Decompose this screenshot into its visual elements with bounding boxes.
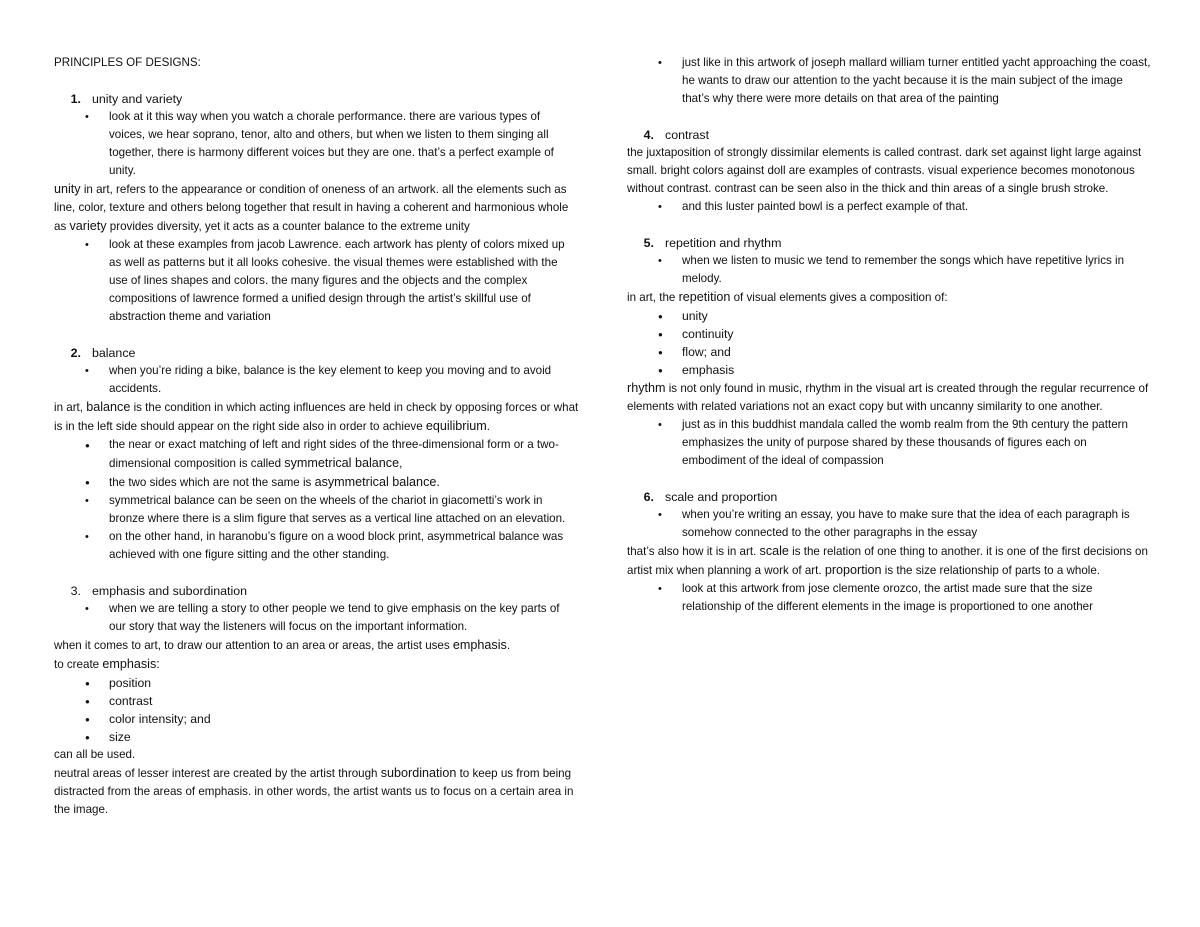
section-title: repetition and rhythm <box>665 236 782 250</box>
text-run: neutral areas of lesser interest are created by the artist through <box>54 767 381 780</box>
section-heading-unity-variety <box>54 90 579 108</box>
keyword: emphasis <box>452 638 507 652</box>
paragraph: the juxtaposition of strongly dissimilar elements is called contrast. dark set against light large against small. bright colors against doll are examples of contrasts. visual experience becomes monotonous without contrast. contrast can be seen also in the thick and thin areas of a single brush stroke. <box>627 146 1142 195</box>
keyword: equilibrium <box>425 419 487 433</box>
section-title: unity and variety <box>92 92 183 106</box>
section-number: 1. <box>70 92 81 106</box>
section-heading-scale-proportion <box>627 488 1152 506</box>
list-item: • when you’re writing an essay, you have to make sure that the idea of each paragraph is somehow connected to the other paragraphs in the essay <box>627 506 1152 542</box>
bullet-list <box>54 362 579 398</box>
section-title: balance <box>92 346 136 360</box>
text-run: that’s also how it is in art. <box>627 545 760 558</box>
list-item: • when we listen to music we tend to remember the songs which have repetitive lyrics in melody. <box>627 252 1152 288</box>
text-run: is the size relationship of parts to a whole. <box>881 564 1101 577</box>
paragraph <box>54 636 579 655</box>
bullet-list <box>54 108 579 180</box>
list-item <box>54 473 579 492</box>
list-item: ● flow; and <box>627 343 1152 361</box>
paragraph <box>54 398 579 436</box>
text-run: in art, <box>54 401 87 414</box>
paragraph <box>54 655 579 674</box>
text-run: in art, refers to the appearance or condition of oneness of an artwork. all the elements such as line, color, texture and others belong together that result in having a coherent and harmonious whole as <box>54 183 569 233</box>
list-item: • look at this artwork from jose clemente orozco, the artist made sure that the size relationship of the different elements in the image is proportioned to one another <box>627 580 1152 616</box>
text-run: is the condition in which acting influences are held in check by opposing forces or what is in the left side should appear on the right side also in order to achieve <box>54 401 579 433</box>
text-run: . <box>486 420 491 433</box>
keyword: rhythm <box>627 381 666 395</box>
bullet-list <box>627 506 1152 542</box>
bullet-list <box>627 198 1152 216</box>
paragraph <box>54 180 579 236</box>
list-item: ● position <box>54 674 579 692</box>
section-heading-repetition-rhythm <box>627 234 1152 252</box>
list-item: ● unity <box>627 307 1152 325</box>
list-item: ● continuity <box>627 325 1152 343</box>
list-item: • just like in this artwork of joseph mallard william turner entitled yacht approaching the coast, he wants to draw our attention to the yacht because it is the main subject of the image that’s why there were more details on that area of the painting <box>627 54 1152 108</box>
list-item: • symmetrical balance can be seen on the wheels of the chariot in giacometti’s work in bronze where there is a slim figure that serves as a vertical line attached on an elevation. <box>54 492 579 528</box>
left-column <box>54 54 579 819</box>
list-item: • look at it this way when you watch a chorale performance. there are various types of voices, we hear soprano, tenor, alto and others, but when we listen to them singing all together, there is harmony different voices but they are one. that’s a perfect example of unity. <box>54 108 579 180</box>
text-run: to keep us from being distracted from the areas of emphasis. in other words, the artist wants us to focus on a certain area in the image. <box>54 767 574 816</box>
text-run: the near or exact matching of left and right sides of the three-dimensional form or a two-dimensional composition is called <box>109 438 559 470</box>
text-run: is the relation of one thing to another. it is one of the first decisions on artist mix when planning a work of art. <box>627 545 1148 577</box>
list-item: • and this luster painted bowl is a perfect example of that. <box>627 198 1152 216</box>
bullet-list <box>627 252 1152 288</box>
bullet-list <box>627 580 1152 616</box>
bullet-list <box>627 416 1152 470</box>
list-item: • look at these examples from jacob Lawrence. each artwork has plenty of colors mixed up as well as patterns but it all looks cohesive. the visual themes were established with the use of lines shapes and colors. the many figures and the objects and the complex compositions of lawrence formed a unified design through the artist’s skillful use of abstraction theme and variation <box>54 236 579 326</box>
section-number: 4. <box>643 128 654 142</box>
keyword: subordination <box>380 766 457 780</box>
list-item: • when you’re riding a bike, balance is the key element to keep you moving and to avoid accidents. <box>54 362 579 398</box>
section-title: emphasis and subordination <box>92 584 247 598</box>
paragraph <box>54 764 579 819</box>
right-column <box>627 54 1152 616</box>
paragraph <box>627 379 1152 416</box>
section-number: 5. <box>643 236 654 250</box>
text-run: the two sides which are not the same is <box>109 476 315 489</box>
keyword: proportion <box>824 563 882 577</box>
keyword: symmetrical balance <box>284 456 400 470</box>
list-item: ● size <box>54 728 579 746</box>
document-title: PRINCIPLES OF DESIGNS: <box>54 56 201 69</box>
list-item <box>54 436 579 473</box>
section-heading-balance <box>54 344 579 362</box>
section-title: contrast <box>665 128 710 142</box>
list-item: ● contrast <box>54 692 579 710</box>
text-run: , <box>399 457 403 470</box>
section-title: scale and proportion <box>665 490 778 504</box>
section-heading-contrast <box>627 126 1152 144</box>
keyword: balance <box>86 400 131 414</box>
list-item: ● color intensity; and <box>54 710 579 728</box>
text-run: in art, the <box>627 291 679 304</box>
text-run: to create <box>54 658 103 671</box>
text-run: of visual elements gives a composition of: <box>730 291 948 304</box>
keyword: scale <box>759 544 789 558</box>
keyword: emphasis: <box>102 657 160 671</box>
bullet-list <box>54 600 579 636</box>
keyword: asymmetrical balance. <box>314 475 440 489</box>
paragraph: can all be used. <box>54 748 136 761</box>
list-item: ● emphasis <box>627 361 1152 379</box>
bullet-list <box>627 307 1152 379</box>
bullet-list <box>54 492 579 564</box>
list-item: • on the other hand, in haranobu’s figure on a wood block print, asymmetrical balance was achieved with one figure sitting and the other standing. <box>54 528 579 564</box>
list-item: • when we are telling a story to other people we tend to give emphasis on the key parts of our story that way the listeners will focus on the important information. <box>54 600 579 636</box>
paragraph <box>627 288 1152 307</box>
section-number: 6. <box>643 490 654 504</box>
keyword: variety <box>69 219 107 233</box>
bullet-list <box>54 674 579 746</box>
text-run: provides diversity, yet it acts as a counter balance to the extreme unity <box>106 220 470 233</box>
section-number: 3. <box>70 584 81 598</box>
bullet-list <box>54 236 579 326</box>
list-item: • just as in this buddhist mandala called the womb realm from the 9th century the pattern emphasizes the unity of purpose shared by these thousands of figures each on embodiment of the ideal of compassion <box>627 416 1152 470</box>
text-run: when it comes to art, to draw our attention to an area or areas, the artist uses <box>54 639 453 652</box>
keyword: repetition <box>678 290 731 304</box>
text-run: is not only found in music, rhythm in the visual art is created through the regular recurrence of elements with related variations not an exact copy but with uncanny similarity to one another. <box>627 382 1149 413</box>
paragraph <box>627 542 1152 580</box>
keyword: unity <box>54 182 81 196</box>
section-number: 2. <box>70 346 81 360</box>
bullet-list <box>54 436 579 492</box>
text-run: . <box>506 639 511 652</box>
section-heading-emphasis <box>54 582 579 600</box>
bullet-list <box>627 54 1152 108</box>
